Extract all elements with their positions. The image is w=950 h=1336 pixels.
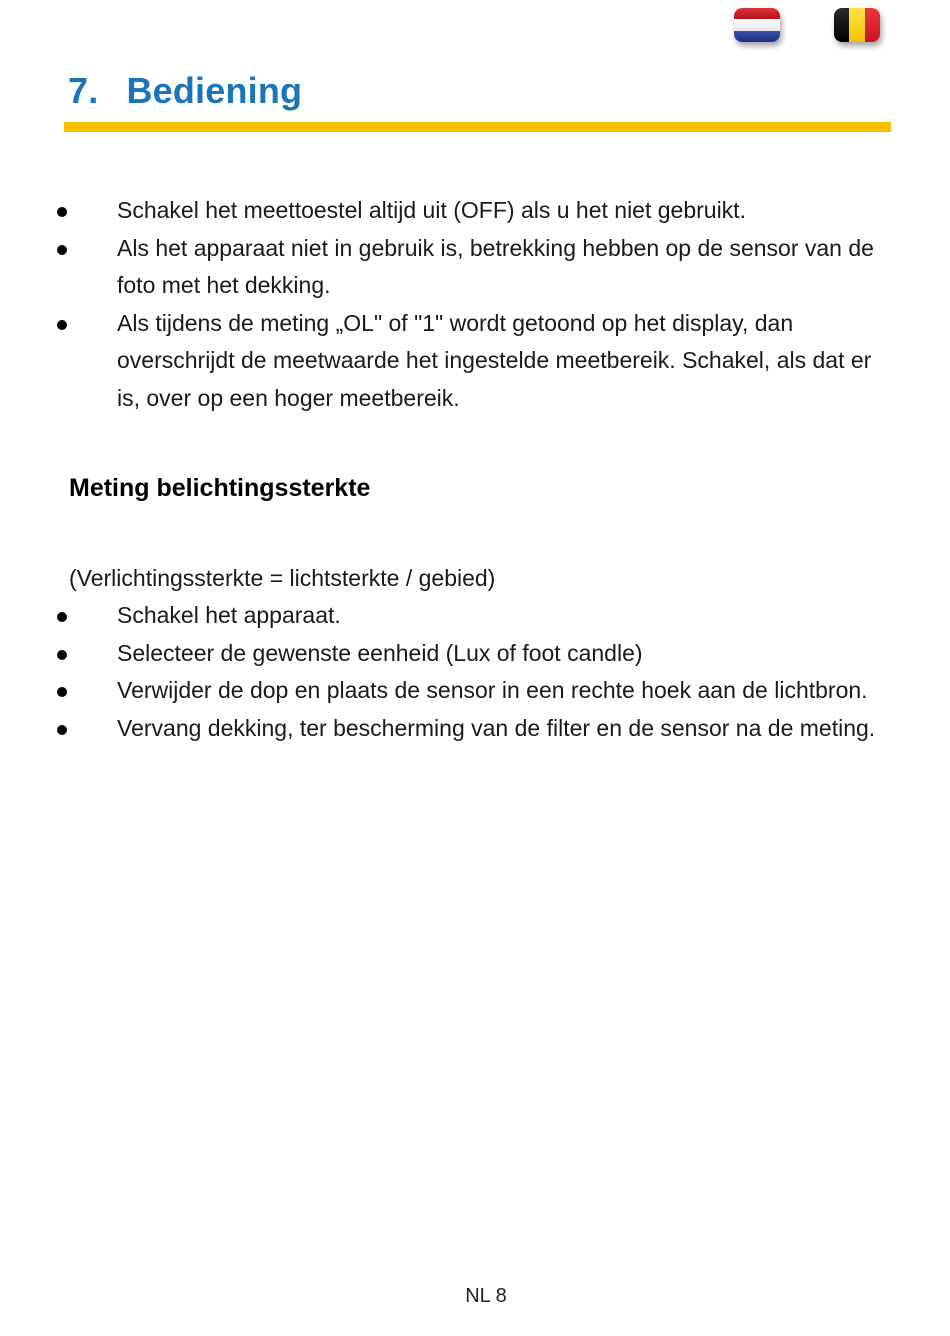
measurement-steps-list xyxy=(0,597,950,747)
list-item xyxy=(0,597,950,635)
list-item-text: Als tijdens de meting „OL" of "1" wordt getoond op het display, dan overschrijdt de meetwaarde het ingestelde meetbereik. Schakel, als dat er is, over op een hoger meetbereik. xyxy=(117,309,872,411)
list-item-text: Schakel het apparaat. xyxy=(117,602,341,628)
section-intro: (Verlichtingssterkte = lichtsterkte / gebied) xyxy=(69,565,496,591)
list-item-text: Selecteer de gewenste eenheid (Lux of foot candle) xyxy=(117,639,643,666)
page-number: NL 8 xyxy=(465,1285,507,1307)
bullet-icon xyxy=(57,245,67,255)
bullet-icon xyxy=(57,207,67,217)
list-item xyxy=(0,710,950,748)
bullet-icon xyxy=(57,320,67,330)
chapter-number: 7. xyxy=(68,70,99,111)
list-item-text: Schakel het meettoestel altijd uit (OFF) als u het niet gebruikt. xyxy=(117,197,746,223)
list-item xyxy=(0,635,950,673)
list-item xyxy=(0,192,950,230)
title-underline xyxy=(64,122,891,132)
list-item xyxy=(0,672,950,710)
bullet-icon xyxy=(57,650,67,660)
section-heading: Meting belichtingssterkte xyxy=(69,474,371,502)
language-flags xyxy=(734,8,880,42)
chapter-title-text: Bediening xyxy=(126,70,303,111)
bullet-icon xyxy=(57,612,67,622)
list-item-text: Verwijder de dop en plaats de sensor in een rechte hoek aan de lichtbron. xyxy=(117,677,868,703)
netherlands-flag-icon xyxy=(734,8,780,42)
general-notes-list xyxy=(0,192,950,417)
list-item-text: Als het apparaat niet in gebruik is, betrekking hebben op de sensor van de foto met het dekking. xyxy=(117,234,874,298)
bullet-icon xyxy=(57,725,67,735)
list-item-text: Vervang dekking, ter bescherming van de filter en de sensor na de meting. xyxy=(117,714,876,741)
list-item xyxy=(0,305,950,418)
bullet-icon xyxy=(57,687,67,697)
list-item xyxy=(0,230,950,305)
belgium-flag-icon xyxy=(834,8,880,42)
chapter-title xyxy=(68,70,302,112)
